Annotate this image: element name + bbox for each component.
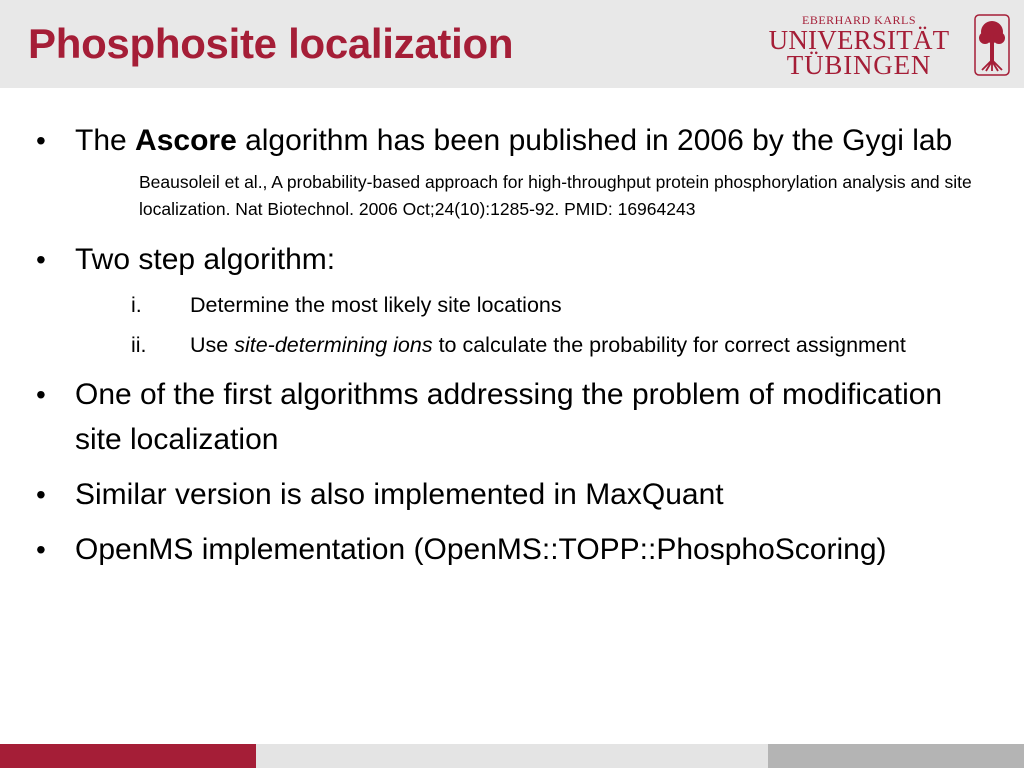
list-item-text: Determine the most likely site locations: [190, 293, 562, 317]
list-item-text: Use: [190, 333, 235, 357]
slide-title: Phosphosite localization: [28, 20, 514, 67]
bullet-item: • Two step algorithm:: [36, 237, 996, 282]
logo-line-2: UNIVERSITÄT: [768, 25, 950, 55]
italic-term: site-determining ions: [234, 333, 433, 357]
slide-body: [36, 118, 996, 582]
bullet-text: algorithm has been published in 2006 by the Gygi lab: [236, 124, 953, 157]
university-wordmark: [764, 12, 954, 78]
footer-bar-light: [256, 744, 768, 768]
slide-header: [0, 0, 1024, 88]
bullet-text: The: [75, 124, 136, 157]
list-number: ii.: [131, 333, 147, 357]
list-item: [131, 328, 996, 362]
list-item-text: to calculate the probability for correct assignment: [432, 333, 906, 357]
bullet-item: • OpenMS implementation (OpenMS::TOPP::PhosphoScoring): [36, 527, 996, 572]
list-item: [131, 288, 996, 322]
logo-line-1: EBERHARD KARLS: [801, 13, 916, 27]
university-logo: [764, 12, 1014, 78]
tree-seal-icon: [974, 14, 1010, 76]
list-number: i.: [131, 293, 142, 317]
footer-bar-red: [0, 744, 256, 768]
footer-bar-gray: [768, 744, 1024, 768]
logo-line-3: TÜBINGEN: [786, 50, 932, 80]
bullet-item: • One of the first algorithms addressing the problem of modification site localization: [36, 372, 996, 462]
step-list: [131, 288, 996, 362]
bullet-item: [36, 118, 996, 163]
reference-citation: Beausoleil et al., A probability-based approach for high-throughput protein phosphorylation analysis and site localization. Nat Biotechnol. 2006 Oct;24(10):1285-92. PMID: 16964243: [139, 172, 972, 219]
bold-term-ascore: Ascore: [135, 124, 237, 157]
bullet-item: • Similar version is also implemented in MaxQuant: [36, 472, 996, 517]
